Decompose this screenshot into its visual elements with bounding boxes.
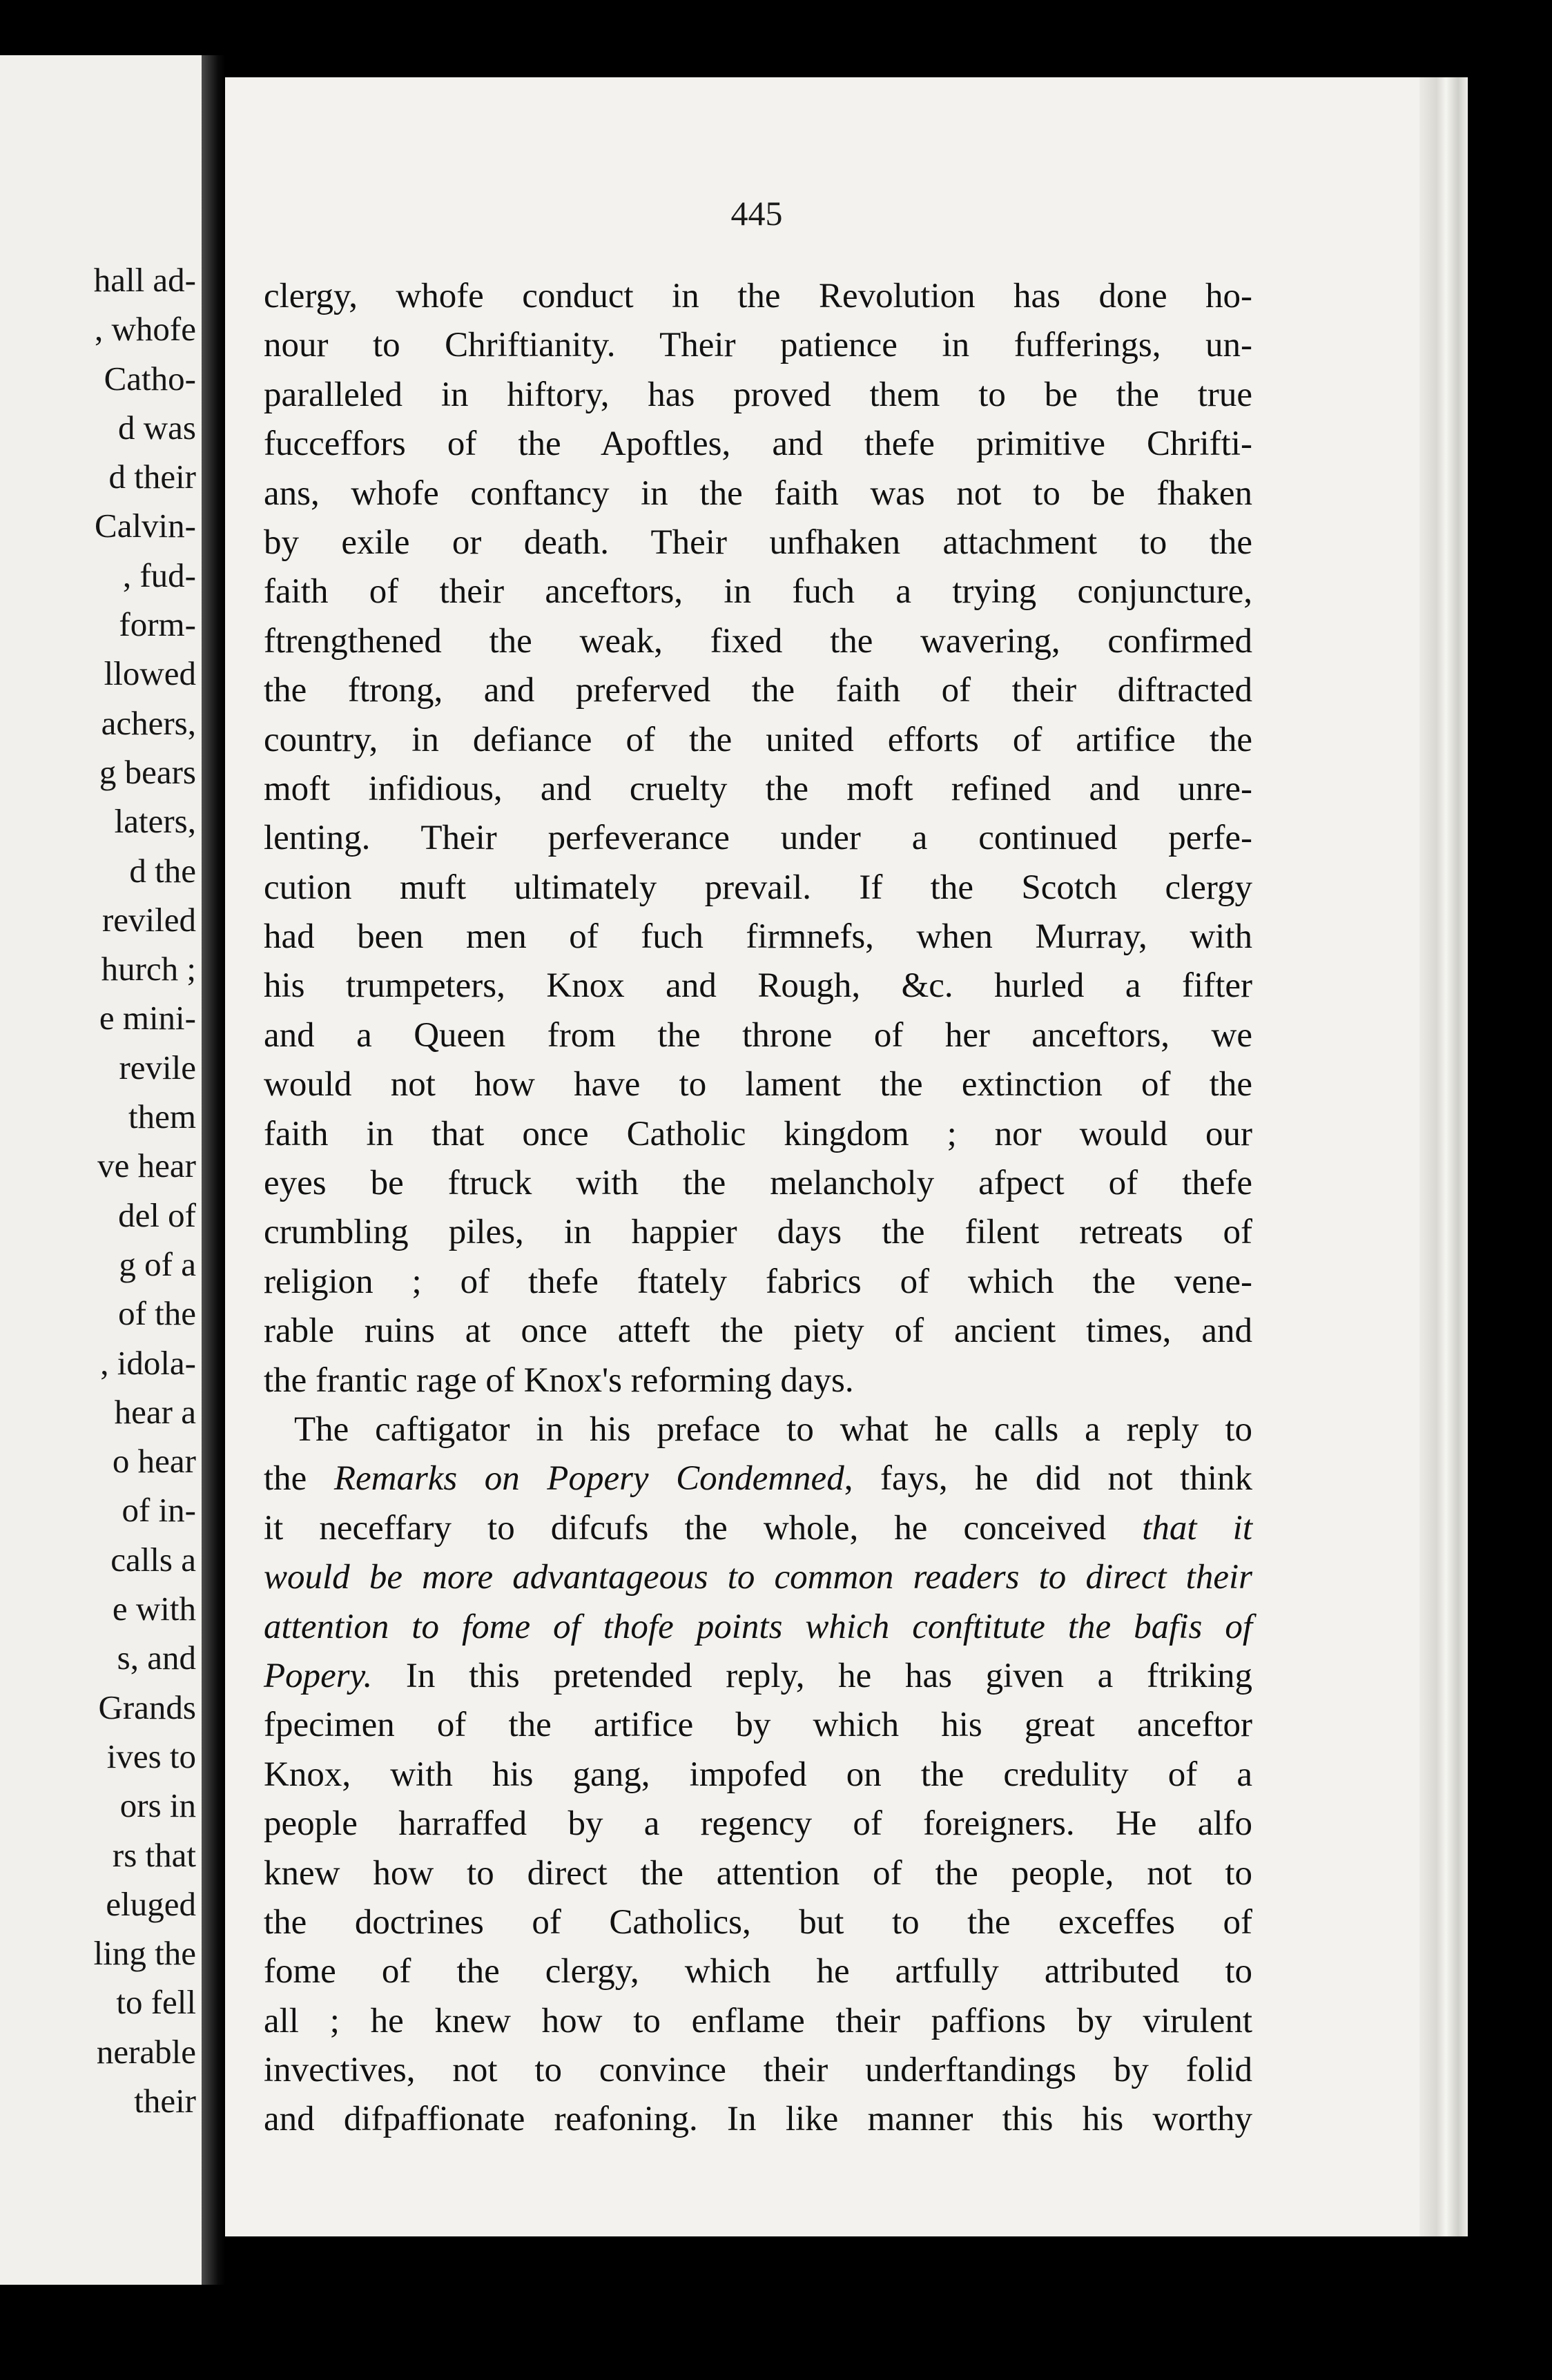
text-line: people harraffed by a regency of foreigners. He alfo — [264, 1804, 1252, 1844]
text-line: had been men of fuch firmnefs, when Murray, with — [264, 917, 1252, 957]
left-page-line: calls a — [110, 1540, 196, 1579]
text-line: by exile or death. Their unfhaken attachment to the — [264, 523, 1252, 562]
left-page-line: ors in — [119, 1786, 196, 1825]
italic-title: Remarks on Popery Condemned — [333, 1459, 844, 1499]
left-page-line: g bears — [99, 752, 196, 791]
italic-quote: attention to fome of thofe points which conftitute the bafis of — [264, 1607, 1252, 1646]
left-page-line: eluged — [106, 1884, 196, 1923]
text-line: knew how to direct the attention of the people, not to — [264, 1853, 1252, 1893]
left-page-line: to fell — [116, 1983, 196, 2022]
left-page-text — [94, 255, 196, 2125]
left-page-line: laters, — [114, 802, 196, 841]
paragraph-1 — [264, 272, 1252, 1405]
left-page-line: hurch ; — [101, 950, 196, 988]
left-page-line: their — [134, 2081, 196, 2120]
text-line: the ftrong, and preferved the faith of their diftracted — [264, 671, 1252, 710]
left-page-line: o hear — [112, 1442, 196, 1481]
left-facing-page — [0, 55, 202, 2285]
text-line: rable ruins at once atteft the piety of ancient times, and — [264, 1311, 1252, 1351]
left-page-line: e mini- — [99, 999, 196, 1037]
left-page-line: d was — [118, 408, 196, 447]
italic-quote: Popery. — [264, 1656, 373, 1695]
left-page-line: achers, — [101, 703, 196, 742]
left-page-line: Grands — [98, 1688, 196, 1726]
left-page-line: del of — [118, 1196, 196, 1234]
text-line — [264, 1553, 1252, 1602]
page-edge — [1419, 77, 1468, 2236]
text-line: clergy, whofe conduct in the Revolution has done ho- — [264, 277, 1252, 315]
text-line: moft infidious, and cruelty the moft refined and unre- — [264, 769, 1252, 808]
text-line: it neceffary to difcufs the whole, he conceived that it — [264, 1508, 1252, 1548]
text-line: country, in defiance of the united efforts of artifice the — [264, 720, 1252, 759]
page-body-text — [264, 272, 1252, 2145]
left-page-line: revile — [119, 1048, 196, 1086]
italic-quote: that it — [1142, 1508, 1252, 1548]
left-page-line: hall ad- — [93, 261, 196, 299]
left-page-line: g of a — [119, 1245, 196, 1283]
left-page-line: ve hear — [97, 1147, 196, 1185]
left-page-line: d the — [129, 851, 196, 890]
text-line — [264, 1603, 1252, 1652]
left-page-line: of in- — [122, 1491, 196, 1530]
text-line: invectives, not to convince their underftandings by folid — [264, 2051, 1252, 2090]
left-page-line: s, and — [117, 1639, 196, 1677]
text-line: Popery. In this pretended reply, he has given a ftriking — [264, 1656, 1252, 1695]
text-line: would not how have to lament the extinction of the — [264, 1065, 1252, 1104]
text-line: and difpaffionate reafoning. In like manner this his worthy — [264, 2100, 1252, 2139]
left-page-line: of the — [118, 1294, 196, 1333]
text-line: fucceffors of the Apoftles, and thefe primitive Chrifti- — [264, 425, 1252, 464]
left-page-line: nerable — [96, 2032, 196, 2071]
text-line: his trumpeters, Knox and Rough, &c. hurled a fifter — [264, 966, 1252, 1006]
text-line: paralleled in hiftory, has proved them to be the true — [264, 375, 1252, 414]
left-page-line: d their — [108, 458, 196, 496]
text-line: Knox, with his gang, impofed on the credulity of a — [264, 1755, 1252, 1794]
right-page — [225, 77, 1468, 2236]
left-page-line: , whofe — [95, 310, 196, 349]
text-line: ftrengthened the weak, fixed the wavering, confirmed — [264, 621, 1252, 661]
italic-quote: would be more advantageous to common readers to direct their — [264, 1558, 1252, 1597]
paragraph-2 — [264, 1405, 1252, 2145]
left-page-line: hear a — [114, 1392, 196, 1431]
text-line: cution muft ultimately prevail. If the Scotch clergy — [264, 868, 1252, 907]
text-line: the Remarks on Popery Condemned, fays, he did not think — [264, 1459, 1253, 1499]
left-page-line: , idola- — [100, 1343, 196, 1382]
text-line: The caftigator in his preface to what he calls a reply to — [294, 1410, 1252, 1449]
page-number: 445 — [730, 194, 783, 233]
left-page-line: them — [128, 1098, 196, 1136]
text-line: ans, whofe conftancy in the faith was not to be fhaken — [264, 474, 1252, 513]
text-line: lenting. Their perfeverance under a continued perfe- — [264, 819, 1252, 858]
left-page-line: rs that — [112, 1835, 196, 1874]
left-page-line: ling the — [93, 1934, 196, 1973]
left-page-line: llowed — [104, 654, 196, 693]
text-line: faith of their anceftors, in fuch a trying conjuncture, — [264, 572, 1252, 612]
left-page-line: reviled — [101, 900, 196, 939]
book-gutter — [202, 55, 225, 2285]
text-line: eyes be ftruck with the melancholy afpect of thefe — [264, 1164, 1252, 1203]
text-line: faith in that once Catholic kingdom ; nor would our — [264, 1114, 1252, 1153]
text-line: fpecimen of the artifice by which his great anceftor — [264, 1706, 1252, 1745]
left-page-line: ives to — [106, 1737, 196, 1775]
text-line: fome of the clergy, which he artfully attributed to — [264, 1952, 1252, 1991]
text-line: crumbling piles, in happier days the filent retreats of — [264, 1213, 1252, 1252]
left-page-line: , fud- — [122, 556, 196, 594]
left-page-line: form- — [119, 605, 196, 644]
left-page-line: e with — [112, 1590, 196, 1628]
text-line: all ; he knew how to enflame their paffions by virulent — [264, 2001, 1252, 2040]
text-line: the doctrines of Catholics, but to the exceffes of — [264, 1902, 1252, 1942]
text-line: religion ; of thefe ftately fabrics of which the vene- — [264, 1262, 1252, 1301]
left-page-line: Calvin- — [95, 507, 196, 545]
text-line: nour to Chriftianity. Their patience in fufferings, un- — [264, 326, 1252, 365]
left-page-line: Catho- — [104, 359, 196, 398]
text-line: the frantic rage of Knox's reforming days. — [264, 1360, 854, 1400]
text-line: and a Queen from the throne of her anceftors, we — [264, 1015, 1252, 1055]
